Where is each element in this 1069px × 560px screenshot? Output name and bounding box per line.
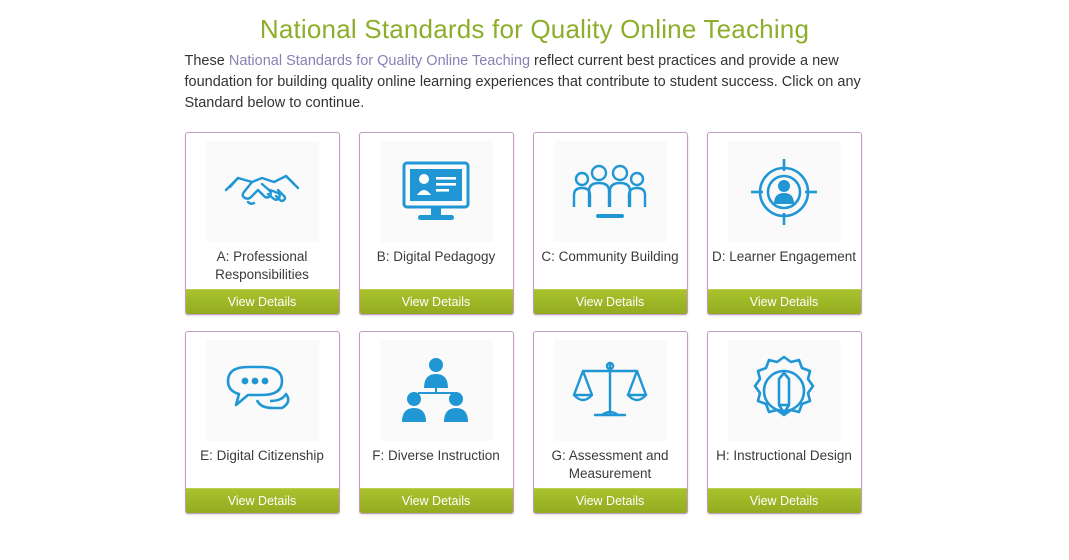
standard-thumbnail-b xyxy=(380,141,493,242)
people-group-icon xyxy=(569,159,651,225)
standard-card-c[interactable] xyxy=(533,132,688,315)
view-details-button-a[interactable]: View Details xyxy=(186,289,339,314)
standard-card-h[interactable] xyxy=(707,331,862,514)
view-details-button-h[interactable]: View Details xyxy=(708,488,861,513)
standard-card-d[interactable] xyxy=(707,132,862,315)
standard-label-b: B: Digital Pedagogy xyxy=(376,249,496,264)
gear-pencil-icon xyxy=(746,353,822,429)
speech-bubbles-icon xyxy=(222,359,302,423)
intro-link[interactable]: National Standards for Quality Online Teaching xyxy=(228,53,531,69)
standard-thumbnail-a xyxy=(206,141,319,242)
page-title: National Standards for Quality Online Teaching xyxy=(259,14,810,44)
view-details-button-b[interactable]: View Details xyxy=(360,289,513,314)
view-details-button-c[interactable]: View Details xyxy=(534,289,687,314)
view-details-button-f[interactable]: View Details xyxy=(360,488,513,513)
standard-label-d: D: Learner Engagement xyxy=(711,249,857,264)
intro-text-before: These xyxy=(184,53,229,69)
standards-grid xyxy=(185,132,885,514)
target-person-icon xyxy=(747,155,821,229)
standard-label-f: F: Diverse Instruction xyxy=(372,448,500,463)
standard-thumbnail-d xyxy=(728,141,841,242)
standard-thumbnail-g xyxy=(554,340,667,441)
standard-label-a: A: Professional Responsibilities xyxy=(215,249,309,282)
view-details-button-e[interactable]: View Details xyxy=(186,488,339,513)
scales-balance-icon xyxy=(571,355,649,427)
intro-paragraph xyxy=(185,51,885,114)
handshake-icon xyxy=(222,160,302,224)
computer-presentation-icon xyxy=(396,157,476,227)
standard-thumbnail-h xyxy=(728,340,841,441)
standard-card-e[interactable] xyxy=(185,331,340,514)
intro-text-after: reflect current best practices and provide a new foundation for building quality online learning experiences that contribute to student success. Click on any Standard below to continue. xyxy=(184,53,861,111)
standard-card-g[interactable] xyxy=(533,331,688,514)
standard-thumbnail-e xyxy=(206,340,319,441)
standard-card-a[interactable] xyxy=(185,132,340,315)
standard-label-h: H: Instructional Design xyxy=(716,448,852,463)
view-details-button-d[interactable]: View Details xyxy=(708,289,861,314)
standard-card-b[interactable] xyxy=(359,132,514,315)
standard-thumbnail-f xyxy=(380,340,493,441)
people-hierarchy-icon xyxy=(398,355,474,427)
standard-label-e: E: Digital Citizenship xyxy=(200,448,324,463)
standard-card-f[interactable] xyxy=(359,331,514,514)
standard-label-c: C: Community Building xyxy=(541,249,679,264)
view-details-button-g[interactable]: View Details xyxy=(534,488,687,513)
standard-label-g: G: Assessment and Measurement xyxy=(551,448,669,481)
standard-thumbnail-c xyxy=(554,141,667,242)
